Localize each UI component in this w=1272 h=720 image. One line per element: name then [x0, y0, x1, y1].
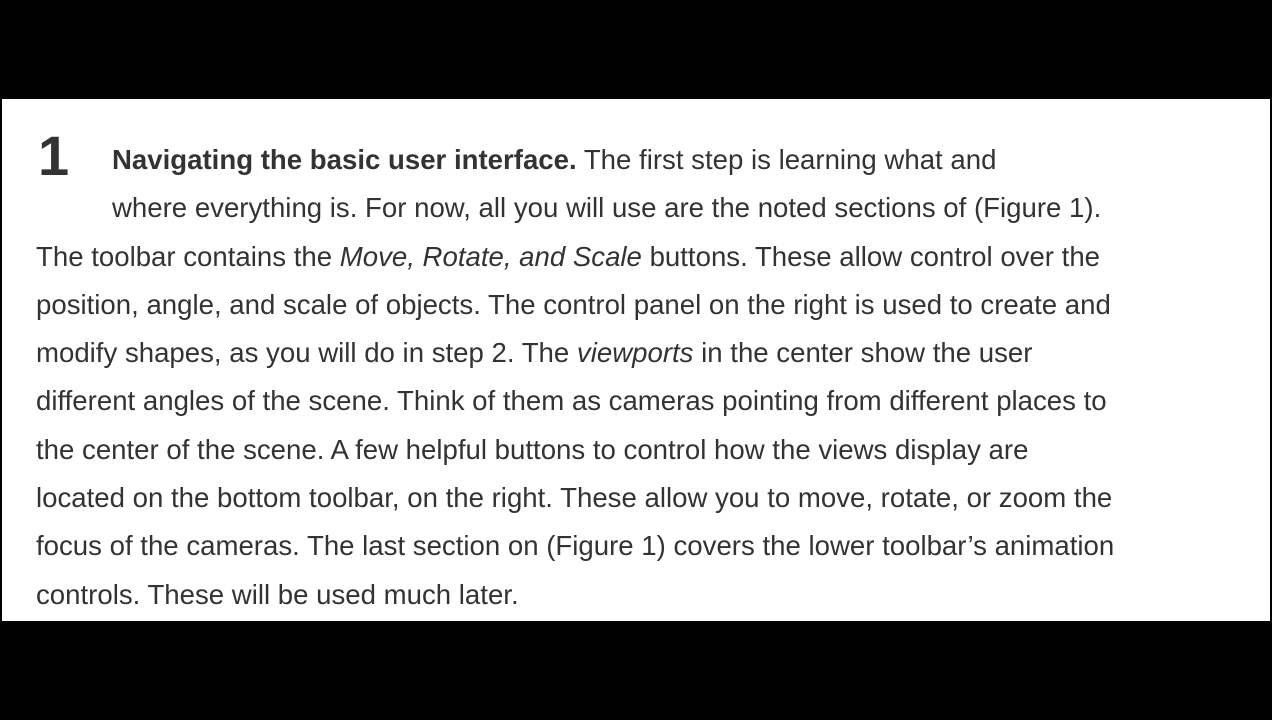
step-paragraph — [36, 136, 1246, 619]
line-segment: position, angle, and scale of objects. The control panel on the right is used to create and — [36, 288, 1111, 320]
italic-term-viewports: viewports — [576, 337, 694, 369]
line-segment: modify shapes, as you will do in step 2. The — [36, 337, 577, 369]
paragraph-line-7 — [36, 426, 1246, 474]
paragraph-line-8 — [36, 474, 1246, 522]
paragraph-line-1 — [36, 136, 1246, 184]
line-segment: where everything is. For now, all you will use are the noted sections of (Figure 1). — [112, 192, 1102, 224]
line-segment: controls. These will be used much later. — [36, 578, 519, 610]
line-segment: The toolbar contains the — [36, 240, 340, 272]
paragraph-line-4 — [36, 281, 1246, 329]
paragraph-line-3 — [36, 233, 1246, 281]
line-segment: different angles of the scene. Think of them as cameras pointing from different places to — [36, 385, 1107, 417]
paragraph-line-2 — [36, 184, 1246, 232]
line-segment: the center of the scene. A few helpful buttons to control how the views display are — [36, 433, 1029, 465]
line-segment: in the center show the user — [693, 337, 1033, 369]
italic-term-move-rotate-scale: Move, Rotate, and Scale — [339, 240, 642, 272]
step-number: 1 — [38, 124, 70, 187]
paragraph-line-10 — [36, 571, 1246, 619]
line-segment: The first step is learning what and — [576, 144, 997, 175]
line-segment: focus of the cameras. The last section on (Figure 1) covers the lower toolbar’s animation — [36, 530, 1115, 562]
paragraph-line-9 — [36, 522, 1246, 570]
step-heading: Navigating the basic user interface. — [112, 144, 577, 175]
line-segment: buttons. These allow control over the — [641, 240, 1101, 272]
paragraph-line-6 — [36, 377, 1246, 425]
line-segment: located on the bottom toolbar, on the right. These allow you to move, rotate, or zoom the — [36, 482, 1113, 514]
paragraph-line-5 — [36, 329, 1246, 377]
